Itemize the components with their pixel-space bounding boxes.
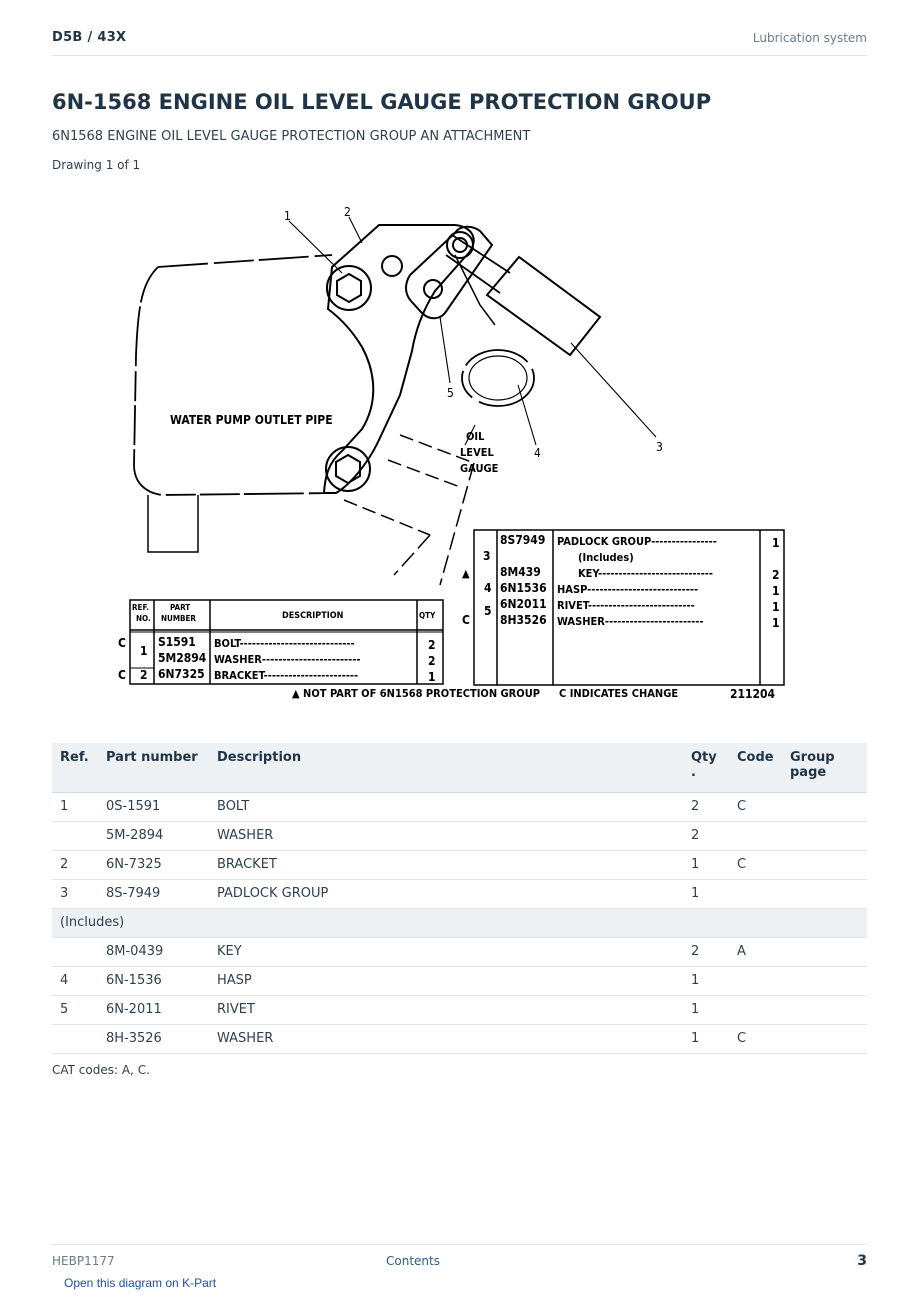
page-subtitle: 6N1568 ENGINE OIL LEVEL GAUGE PROTECTION GROUP AN ATTACHMENT	[52, 129, 531, 144]
cell-code: A	[729, 937, 782, 966]
cell-code: C	[729, 792, 782, 821]
cell-code: C	[729, 850, 782, 879]
cell-part-number: 8M-0439	[98, 937, 209, 966]
cell-qty: 1	[683, 1024, 729, 1053]
cell-part-number: 8H-3526	[98, 1024, 209, 1053]
drawing-info: Drawing 1 of 1	[52, 158, 141, 172]
cell-description: RIVET	[209, 995, 683, 1024]
col-group-page: Group page	[782, 743, 867, 792]
cell-part-number: 6N-1536	[98, 966, 209, 995]
lt-row3-part: 6N7325	[158, 667, 205, 681]
rt-row4-part: 6N1536	[500, 581, 547, 595]
col-part-number: Part number	[98, 743, 209, 792]
includes-label: (Includes)	[52, 908, 867, 937]
table-row	[52, 821, 867, 850]
cell-ref	[52, 1024, 98, 1053]
diagram-note-left: ▲ NOT PART OF 6N1568 PROTECTION GROUP	[292, 687, 540, 700]
rt-row5-qty: 1	[772, 600, 780, 614]
cell-group-page	[782, 792, 867, 821]
col-ref: Ref.	[52, 743, 98, 792]
rt-row3-part: 8M439	[500, 565, 541, 579]
includes-row	[52, 908, 867, 937]
rt-row4-qty: 1	[772, 584, 780, 598]
table-row	[52, 879, 867, 908]
cell-code	[729, 966, 782, 995]
rt-row3-desc: KEY----------------------------	[578, 567, 714, 580]
cell-part-number: 8S-7949	[98, 879, 209, 908]
cell-ref: 1	[52, 792, 98, 821]
pipe-label: WATER PUMP OUTLET PIPE	[170, 413, 333, 427]
page-number: 3	[857, 1253, 867, 1269]
rt-row5-ref: 5	[484, 604, 492, 618]
rt-row6-qty: 1	[772, 616, 780, 630]
table-row	[52, 937, 867, 966]
callout-1: 1	[284, 209, 291, 223]
gauge-label-3: GAUGE	[460, 462, 499, 475]
table-row	[52, 995, 867, 1024]
cell-group-page	[782, 879, 867, 908]
cell-qty: 2	[683, 792, 729, 821]
page-title: 6N-1568 ENGINE OIL LEVEL GAUGE PROTECTION GROUP	[52, 90, 712, 114]
lt-row3-qty: 1	[428, 670, 436, 684]
contents-link[interactable]: Contents	[386, 1254, 440, 1268]
cell-part-number: 0S-1591	[98, 792, 209, 821]
cell-description: WASHER	[209, 821, 683, 850]
model-label: D5B / 43X	[52, 30, 127, 45]
parts-diagram	[100, 195, 800, 715]
cell-ref: 4	[52, 966, 98, 995]
page-footer	[52, 1244, 867, 1274]
lt-row3-desc: BRACKET-----------------------	[214, 669, 359, 682]
cell-description: WASHER	[209, 1024, 683, 1053]
rt-row5-part: 6N2011	[500, 597, 547, 611]
cell-description: BRACKET	[209, 850, 683, 879]
rt-row1-part: 8S7949	[500, 533, 546, 547]
page-header	[52, 28, 867, 56]
col-description: Description	[209, 743, 683, 792]
diagram-svg	[100, 195, 800, 715]
cell-code	[729, 995, 782, 1024]
cell-ref: 3	[52, 879, 98, 908]
table-row	[52, 850, 867, 879]
lt-head-ref-2: NO.	[136, 614, 151, 623]
callout-5: 5	[447, 386, 454, 400]
rt-row6-desc: WASHER------------------------	[557, 615, 704, 628]
rt-row2-desc: (Includes)	[578, 551, 634, 564]
lt-row1-desc: BOLT----------------------------	[214, 637, 355, 650]
lt-head-desc: DESCRIPTION	[282, 611, 344, 621]
table-row	[52, 792, 867, 821]
gauge-label-2: LEVEL	[460, 446, 494, 459]
section-label: Lubrication system	[752, 31, 867, 45]
rt-row1-desc: PADLOCK GROUP----------------	[557, 535, 717, 548]
cell-code: C	[729, 1024, 782, 1053]
table-row	[52, 1024, 867, 1053]
cell-ref	[52, 937, 98, 966]
rt-row3-qty: 2	[772, 568, 780, 582]
document-id: HEBP1177	[52, 1254, 115, 1268]
lt-head-part-2: NUMBER	[161, 614, 196, 623]
lt-row1-ref: 1	[140, 644, 148, 658]
cell-group-page	[782, 995, 867, 1024]
cell-qty: 1	[683, 879, 729, 908]
cell-qty: 2	[683, 821, 729, 850]
diagram-note-mid: C INDICATES CHANGE	[559, 687, 679, 700]
table-row	[52, 966, 867, 995]
cell-group-page	[782, 966, 867, 995]
cell-group-page	[782, 850, 867, 879]
cell-ref	[52, 821, 98, 850]
col-code: Code	[729, 743, 782, 792]
lt-row2-part: 5M2894	[158, 651, 207, 665]
rt-row5-mark: C	[462, 613, 470, 627]
callout-2: 2	[344, 205, 351, 219]
cell-qty: 1	[683, 850, 729, 879]
lt-row1-mark: C	[118, 636, 126, 650]
cell-group-page	[782, 937, 867, 966]
cell-part-number: 6N-2011	[98, 995, 209, 1024]
lt-row1-part: S1591	[158, 635, 196, 649]
cell-ref: 5	[52, 995, 98, 1024]
rt-row5-desc: RIVET--------------------------	[557, 599, 695, 612]
parts-table	[52, 743, 867, 1054]
cell-part-number: 6N-7325	[98, 850, 209, 879]
parts-table-header	[52, 743, 867, 792]
gauge-label-1: OIL	[466, 430, 485, 443]
col-qty: Qty .	[683, 743, 729, 792]
rt-row1-qty: 1	[772, 536, 780, 550]
callout-3: 3	[656, 440, 663, 454]
cell-description: PADLOCK GROUP	[209, 879, 683, 908]
cell-group-page	[782, 1024, 867, 1053]
lt-row3-ref: 2	[140, 668, 148, 682]
cell-qty: 1	[683, 966, 729, 995]
cell-description: BOLT	[209, 792, 683, 821]
callout-4: 4	[534, 446, 541, 460]
cell-code	[729, 879, 782, 908]
kpart-link[interactable]: Open this diagram on K-Part	[64, 1276, 217, 1290]
rt-row4-ref: 4	[484, 581, 492, 595]
lt-head-qty: QTY	[419, 611, 436, 620]
cell-qty: 2	[683, 937, 729, 966]
lt-head-ref-1: REF.	[132, 603, 149, 612]
cell-code	[729, 821, 782, 850]
cell-description: KEY	[209, 937, 683, 966]
diagram-number: 211204	[730, 687, 776, 701]
cell-description: HASP	[209, 966, 683, 995]
lt-row2-desc: WASHER------------------------	[214, 653, 361, 666]
lt-row1-qty: 2	[428, 638, 436, 652]
cell-qty: 1	[683, 995, 729, 1024]
cell-group-page	[782, 821, 867, 850]
rt-row4-desc: HASP---------------------------	[557, 583, 699, 596]
lt-head-part-1: PART	[170, 603, 191, 612]
lt-row3-mark: C	[118, 668, 126, 682]
cell-ref: 2	[52, 850, 98, 879]
rt-row2-ref: 3	[483, 549, 491, 563]
cat-codes: CAT codes: A, C.	[52, 1063, 150, 1077]
rt-row6-part: 8H3526	[500, 613, 547, 627]
lt-row2-qty: 2	[428, 654, 436, 668]
cell-part-number: 5M-2894	[98, 821, 209, 850]
rt-row3-mark: ▲	[462, 567, 470, 580]
